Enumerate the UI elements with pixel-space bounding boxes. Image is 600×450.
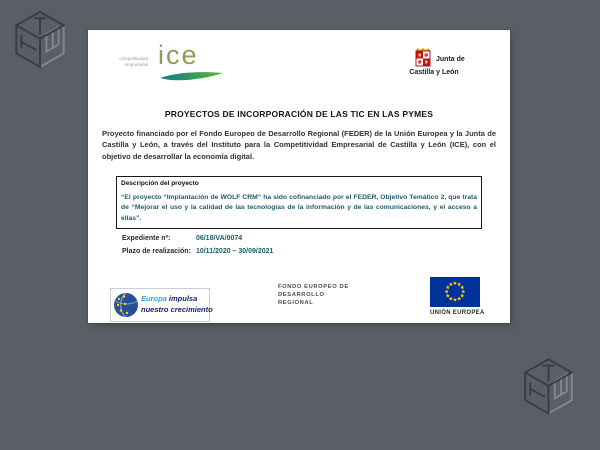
europa-text-line1: [141, 293, 213, 304]
ice-logo: [104, 42, 234, 90]
wireframe-cube-logo-top-left: [8, 6, 72, 74]
europa-globe-icon: [113, 292, 139, 318]
europa-word-bold: impulsa: [168, 294, 198, 303]
project-details: [122, 235, 273, 261]
junta-name-line2: Castilla y León: [409, 69, 459, 76]
certificate-document: [88, 30, 510, 323]
eu-flag-icon: [430, 277, 480, 307]
wireframe-cube-logo-bottom-right: [517, 351, 580, 423]
description-body: “El proyecto “Implantación de WOLF CRM” ha sido cofinanciado por el FEDER, Objetivo Temático 2, que trata de “Mejorar el uso y la calidad de las tecnologías de la información y de las comunicaciones, y el acceso a ellas”.: [121, 194, 477, 222]
feder-line3: REGIONAL: [278, 300, 314, 306]
eu-flag-label: UNIÓN EUROPEA: [430, 310, 485, 316]
ice-swoosh-icon: [159, 71, 225, 83]
europa-impulsa-logo: [110, 288, 213, 322]
description-title: Descripción del proyecto: [121, 180, 199, 187]
ice-wordmark: ice: [158, 40, 199, 70]
ice-tagline-line2: empresarial: [124, 61, 148, 67]
project-description-box: [116, 176, 482, 229]
europa-word-light: Europa: [141, 294, 169, 303]
intro-paragraph: Proyecto financiado por el Fondo Europeo de Desarrollo Regional (FEDER) de la Unión Europea y la Junta de Castilla y León, a través del Instituto para la Competitividad Empresarial de Castilla y León (ICE), con el objetivo de desarrollar la economía digital.: [102, 129, 496, 161]
junta-name-line1: Junta de: [436, 56, 465, 63]
detail-value: 10/11/2020 – 30/09/2021: [195, 248, 274, 255]
junta-castilla-leon-logo: [386, 47, 482, 83]
detail-label: Plazo de realización:: [122, 248, 191, 255]
ice-tagline-line1: competitividad: [119, 56, 148, 61]
detail-row-expediente: [122, 235, 273, 248]
detail-value: 06/18/VA/0074: [195, 235, 243, 242]
europa-logo-text: [141, 293, 213, 315]
detail-label: Expediente nº:: [122, 235, 171, 242]
ice-tagline: [104, 56, 148, 67]
detail-row-plazo: [122, 248, 273, 261]
junta-shield-icon: [414, 47, 432, 67]
europa-text-line2: nuestro crecimiento: [141, 305, 213, 314]
feder-line1: FONDO EUROPEO DE: [278, 284, 349, 290]
page-title: PROYECTOS DE INCORPORACIÓN DE LAS TIC EN LAS PYMES: [164, 109, 434, 119]
feder-program-text: [278, 283, 349, 307]
eu-flag-block: [430, 277, 485, 316]
feder-line2: DESARROLLO: [278, 292, 325, 298]
